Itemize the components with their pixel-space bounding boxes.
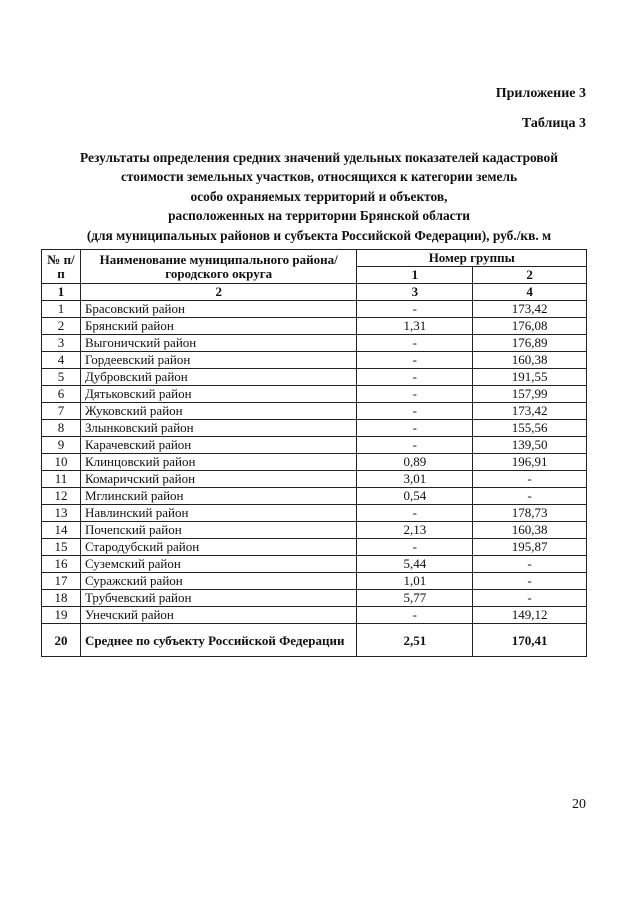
district-name: Гордеевский район — [80, 352, 357, 369]
total-label: Среднее по субъекту Российской Федерации — [80, 624, 357, 657]
row-number: 14 — [42, 522, 81, 539]
group-1-value: - — [357, 420, 473, 437]
group-2-value: - — [473, 590, 587, 607]
table-row — [42, 488, 587, 505]
row-number: 1 — [42, 301, 81, 318]
group-1-value: - — [357, 335, 473, 352]
district-name: Суражский район — [80, 573, 357, 590]
row-number: 17 — [42, 573, 81, 590]
district-name: Жуковский район — [80, 403, 357, 420]
group-1-value: - — [357, 437, 473, 454]
row-number: 6 — [42, 386, 81, 403]
table-row — [42, 301, 587, 318]
table-row — [42, 386, 587, 403]
column-number: 4 — [473, 284, 587, 301]
group-1-value: 2,13 — [357, 522, 473, 539]
document-title — [30, 148, 608, 245]
row-number: 9 — [42, 437, 81, 454]
column-number: 1 — [42, 284, 81, 301]
group-2-value: - — [473, 488, 587, 505]
group-2-value: 176,08 — [473, 318, 587, 335]
row-number: 7 — [42, 403, 81, 420]
table-row — [42, 318, 587, 335]
group-2-average: 170,41 — [473, 624, 587, 657]
row-number: 18 — [42, 590, 81, 607]
table-row — [42, 420, 587, 437]
district-name: Брянский район — [80, 318, 357, 335]
group-2-value: 178,73 — [473, 505, 587, 522]
title-line: расположенных на территории Брянской области — [168, 208, 470, 224]
table-row — [42, 471, 587, 488]
group-2-value: 160,38 — [473, 522, 587, 539]
row-number: 2 — [42, 318, 81, 335]
group-1-value: 0,89 — [357, 454, 473, 471]
row-number: 11 — [42, 471, 81, 488]
table-row — [42, 573, 587, 590]
group-1-value: - — [357, 301, 473, 318]
group-1-value: 1,01 — [357, 573, 473, 590]
table-row — [42, 522, 587, 539]
column-number-row — [42, 284, 587, 301]
table-row — [42, 454, 587, 471]
group-2-value: 157,99 — [473, 386, 587, 403]
row-number: 19 — [42, 607, 81, 624]
group-2-value: 173,42 — [473, 403, 587, 420]
row-number: 8 — [42, 420, 81, 437]
district-name: Почепский район — [80, 522, 357, 539]
col-header-number: № п/п — [42, 250, 81, 284]
row-number: 5 — [42, 369, 81, 386]
district-name: Карачевский район — [80, 437, 357, 454]
district-name: Дятьковский район — [80, 386, 357, 403]
row-number: 15 — [42, 539, 81, 556]
group-2-value: 176,89 — [473, 335, 587, 352]
row-number: 16 — [42, 556, 81, 573]
table-row — [42, 539, 587, 556]
group-2-value: 195,87 — [473, 539, 587, 556]
group-1-average: 2,51 — [357, 624, 473, 657]
column-number: 2 — [80, 284, 357, 301]
group-1-value: 5,44 — [357, 556, 473, 573]
group-1-value: 1,31 — [357, 318, 473, 335]
col-header-group: Номер группы — [357, 250, 587, 267]
district-name: Дубровский район — [80, 369, 357, 386]
group-1-value: - — [357, 369, 473, 386]
district-name: Трубчевский район — [80, 590, 357, 607]
table-row — [42, 369, 587, 386]
row-number: 20 — [42, 624, 81, 657]
district-name: Суземский район — [80, 556, 357, 573]
district-name: Клинцовский район — [80, 454, 357, 471]
title-line: Результаты определения средних значений удельных показателей кадастровой — [80, 150, 558, 165]
row-number: 12 — [42, 488, 81, 505]
row-number: 3 — [42, 335, 81, 352]
table-row — [42, 335, 587, 352]
column-number: 3 — [357, 284, 473, 301]
title-line: (для муниципальных районов и субъекта Российской Федерации), руб./кв. м — [86, 227, 552, 243]
district-name: Брасовский район — [80, 301, 357, 318]
appendix-label: Приложение 3 — [495, 86, 586, 101]
group-2-value: 191,55 — [473, 369, 587, 386]
total-row — [42, 624, 587, 657]
group-2-value: - — [473, 556, 587, 573]
group-1-value: 5,77 — [357, 590, 473, 607]
col-header-group-1: 1 — [357, 267, 473, 284]
group-2-value: - — [473, 573, 587, 590]
group-1-value: - — [357, 505, 473, 522]
row-number: 10 — [42, 454, 81, 471]
group-1-value: - — [357, 386, 473, 403]
group-2-value: - — [473, 471, 587, 488]
district-name: Злынковский район — [80, 420, 357, 437]
col-header-name: Наименование муниципального района/городского округа — [80, 250, 357, 284]
group-2-value: 160,38 — [473, 352, 587, 369]
district-name: Мглинский район — [80, 488, 357, 505]
district-name: Комаричский район — [80, 471, 357, 488]
group-1-value: 3,01 — [357, 471, 473, 488]
page-number: 20 — [572, 797, 586, 812]
group-1-value: - — [357, 403, 473, 420]
group-1-value: 0,54 — [357, 488, 473, 505]
table-row — [42, 352, 587, 369]
cadastral-values-table — [41, 249, 587, 657]
district-name: Стародубский район — [80, 539, 357, 556]
district-name: Унечский район — [80, 607, 357, 624]
group-2-value: 139,50 — [473, 437, 587, 454]
table-row — [42, 437, 587, 454]
col-header-group-2: 2 — [473, 267, 587, 284]
row-number: 4 — [42, 352, 81, 369]
title-line: особо охраняемых территорий и объектов, — [190, 188, 448, 204]
table-row — [42, 403, 587, 420]
district-name: Навлинский район — [80, 505, 357, 522]
table-row — [42, 505, 587, 522]
table-row — [42, 607, 587, 624]
table-row — [42, 590, 587, 607]
table-row — [42, 556, 587, 573]
table-number-label: Таблица 3 — [521, 116, 586, 131]
group-1-value: - — [357, 352, 473, 369]
group-1-value: - — [357, 539, 473, 556]
group-2-value: 173,42 — [473, 301, 587, 318]
title-line: стоимости земельных участков, относящихся к категории земель — [120, 169, 518, 185]
row-number: 13 — [42, 505, 81, 522]
group-2-value: 149,12 — [473, 607, 587, 624]
group-2-value: 155,56 — [473, 420, 587, 437]
district-name: Выгоничский район — [80, 335, 357, 352]
group-1-value: - — [357, 607, 473, 624]
group-2-value: 196,91 — [473, 454, 587, 471]
